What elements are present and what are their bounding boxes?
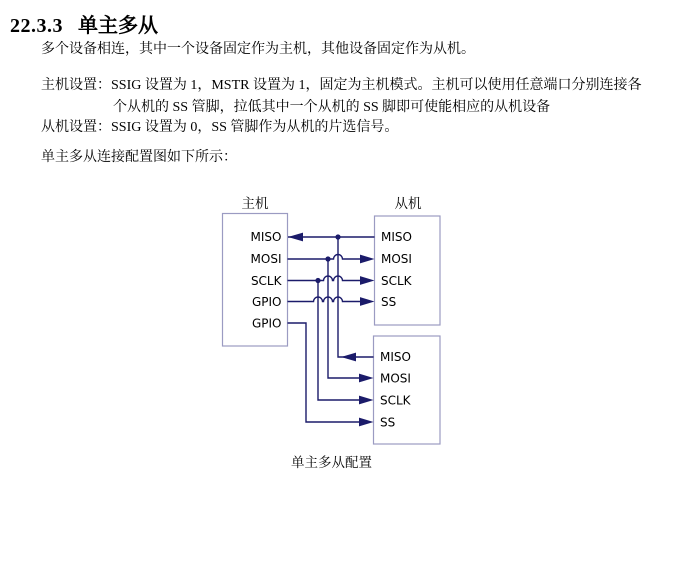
arrow-sclk-into-slave1 — [360, 276, 375, 285]
arrow-mosi-into-slave2 — [359, 374, 374, 383]
master-pin-sclk: SCLK — [250, 274, 282, 288]
slave1-pin-miso: MISO — [381, 230, 412, 244]
section-number: 22.3.3 — [10, 15, 63, 37]
wire-sclk — [288, 276, 362, 281]
arrow-mosi-into-slave1 — [360, 255, 375, 264]
master-box-title: 主机 — [241, 196, 269, 211]
junction-dot-sclk — [315, 278, 320, 283]
arrowheads-and-junctions — [288, 233, 375, 427]
slave2-pin-mosi: MOSI — [380, 371, 411, 386]
wire-miso-branch — [338, 237, 374, 357]
paragraph-slave-setup: 从机设置：SSIG 设置为 0，SS 管脚作为从机的片选信号。 — [41, 120, 399, 135]
junction-dot-mosi — [325, 256, 330, 261]
signal-wires — [288, 237, 375, 422]
master-pin-mosi: MOSI — [250, 252, 282, 266]
slave2-pin-miso: MISO — [380, 350, 411, 364]
paragraph-figure-lead-in: 单主多从连接配置图如下所示： — [41, 150, 237, 165]
slave1-pin-sclk: SCLK — [381, 274, 412, 288]
paragraph-master-setup-line2: 个从机的 SS 管脚，拉低其中一个从机的 SS 脚即可使能相应的从机设备 — [113, 100, 551, 115]
slave2-pin-sclk: SCLK — [380, 393, 411, 408]
diagram-caption: 单主多从配置 — [291, 455, 372, 470]
slave1-pin-ss: SS — [381, 295, 397, 309]
arrow-miso-slave2 — [341, 353, 356, 362]
paragraph-master-setup-line1: 主机设置：SSIG 设置为 1，MSTR 设置为 1，固定为主机模式。主机可以使用任意端口分别连接各 — [41, 78, 642, 93]
slave2-pin-ss: SS — [380, 415, 396, 430]
arrow-ss-into-slave1 — [360, 297, 375, 306]
master-pin-miso: MISO — [250, 230, 282, 244]
arrow-miso-into-master — [288, 233, 303, 242]
arrow-ss-into-slave2 — [359, 418, 374, 427]
arrow-sclk-into-slave2 — [359, 396, 374, 405]
master-pin-gpio1: GPIO — [251, 295, 282, 309]
junction-dot-miso — [335, 234, 340, 239]
wire-gpio2-ss2 — [288, 323, 361, 422]
paragraph-intro: 多个设备相连，其中一个设备固定作为主机，其他设备固定作为从机。 — [41, 42, 475, 57]
slave-box-title: 从机 — [394, 196, 422, 211]
wire-gpio1-ss1 — [288, 297, 362, 302]
slave1-pin-mosi: MOSI — [381, 252, 412, 266]
wire-mosi — [288, 255, 362, 260]
master-pin-gpio2: GPIO — [251, 316, 282, 331]
section-title: 单主多从 — [78, 15, 158, 37]
